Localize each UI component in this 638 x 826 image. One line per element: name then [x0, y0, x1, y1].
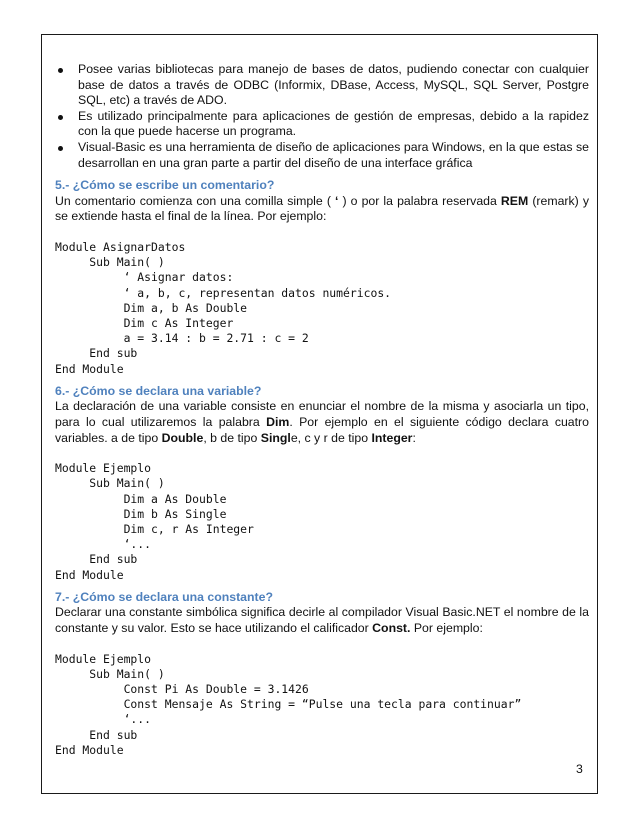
list-item-text: Posee varias bibliotecas para manejo de bases de datos, pudiendo conectar con cualquier base de datos a través de ODBC (Informix, DBase, Access, MySQL, SQL Server, Postgre SQL, etc) a través de ADO. — [78, 62, 589, 108]
bold-text: Integer — [371, 430, 413, 445]
bold-text: Singl — [260, 430, 291, 445]
bold-text: ‘ — [335, 193, 339, 208]
code-block: Module AsignarDatos Sub Main( ) ‘ Asignar datos: ‘ a, b, c, representan datos numéricos. Dim a, b As Double Dim c As Integer a = 3.14 : b = 2.71 : c = 2 End sub End Module — [55, 239, 392, 376]
section-heading: 6.- ¿Cómo se declara una variable? — [55, 383, 262, 398]
bold-text: Double — [161, 430, 204, 445]
paragraph-text: Por ejemplo: — [410, 620, 483, 635]
bullet-icon — [58, 115, 63, 120]
section-paragraph — [55, 605, 589, 636]
page-content — [55, 62, 589, 758]
section-paragraph — [55, 194, 589, 225]
paragraph-text: . Por ejemplo en el siguiente código declara cuatro variables. a de tipo — [55, 414, 589, 445]
section-heading: 5.- ¿Cómo se escribe un comentario? — [55, 178, 275, 193]
paragraph-text: Un comentario comienza con una comilla simple ( — [55, 193, 335, 208]
bold-text: Dim — [266, 414, 290, 429]
paragraph-text: (remark) y se extiende hasta el final de la línea. Por ejemplo: — [55, 193, 589, 224]
paragraph-text: Declarar una constante simbólica significa decirle al compilador Visual Basic.NET el nombre de la constante y su valor. Esto se hace utilizando el calificador — [55, 605, 589, 635]
paragraph-text: ) o por la palabra reservada — [338, 193, 501, 208]
bullet-icon — [58, 68, 63, 73]
paragraph-text: e, c y r de tipo — [290, 430, 372, 445]
code-block: Module Ejemplo Sub Main( ) Const Pi As Double = 3.1426 Const Mensaje As String = “Pulse una tecla para continuar” ‘... End sub End Module — [55, 651, 522, 757]
bold-text: Const. — [372, 620, 411, 635]
feature-list — [55, 62, 589, 171]
list-item-text: Visual-Basic es una herramienta de diseño de aplicaciones para Windows, en la que estas se desarrollan en una gran parte a partir del diseño de una interface gráfica — [78, 139, 589, 170]
bullet-icon — [58, 146, 63, 151]
section-paragraph — [55, 399, 589, 446]
list-item — [55, 109, 589, 140]
code-block: Module Ejemplo Sub Main( ) Dim a As Double Dim b As Single Dim c, r As Integer ‘... End sub End Module — [55, 461, 254, 582]
list-item — [55, 62, 589, 109]
sections-container — [55, 178, 589, 758]
bold-text: REM — [500, 193, 529, 208]
list-item-text: Es utilizado principalmente para aplicaciones de gestión de empresas, debido a la rapidez con la que puede hacerse un programa. — [78, 108, 589, 139]
paragraph-text: : — [412, 430, 416, 445]
section-heading: 7.- ¿Cómo se declara una constante? — [55, 589, 273, 604]
paragraph-text: La declaración de una variable consiste en enunciar el nombre de la misma y asociarla un tipo, para lo cual utilizaremos la palabra — [55, 399, 589, 429]
list-item — [55, 140, 589, 171]
page-number: 3 — [576, 762, 583, 776]
paragraph-text: , b de tipo — [203, 430, 261, 445]
